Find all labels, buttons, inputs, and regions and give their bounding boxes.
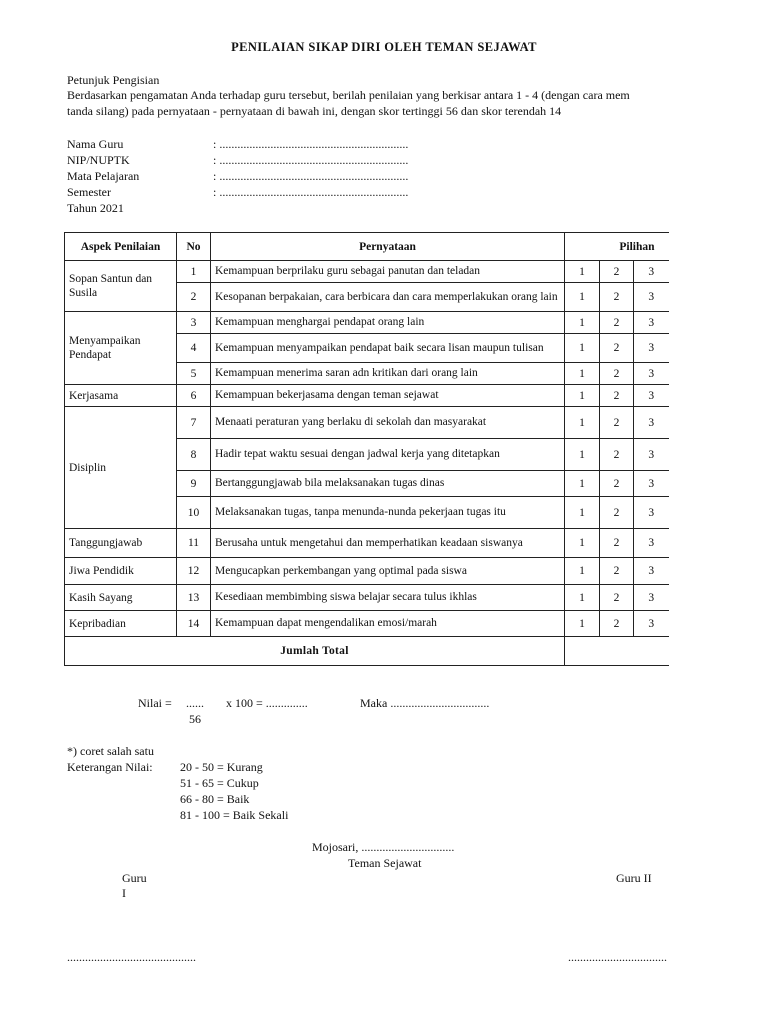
assessment-table [64,232,669,666]
statement-cell: Kemampuan berprilaku guru sebagai panutan dan teladan [211,261,565,283]
option-1-cell[interactable]: 1 [565,529,600,558]
aspek-cell: Kepribadian [65,611,177,637]
guru-1-numeral: I [122,886,126,900]
aspek-cell: Kasih Sayang [65,585,177,611]
option-3-cell[interactable]: 3 [634,363,669,385]
option-1-cell[interactable]: 1 [565,261,600,283]
no-cell: 14 [177,611,211,637]
no-cell: 1 [177,261,211,283]
no-cell: 11 [177,529,211,558]
keterangan-label: Keterangan Nilai: [67,760,153,774]
option-3-cell[interactable]: 3 [634,334,669,363]
total-label: Jumlah Total [65,637,565,666]
signature-line-right[interactable]: ................................. [568,950,667,964]
field-label-nama-guru: Nama Guru [67,137,124,151]
instructions-line-2: tanda silang) pada pernyataan - pernyataan di bawah ini, dengan skor tertinggi 56 dan skor terendah 14 [67,104,562,118]
option-2-cell[interactable]: 2 [600,407,634,439]
statement-cell: Kesediaan membimbing siswa belajar secara tulus ikhlas [211,585,565,611]
option-2-cell[interactable]: 2 [600,558,634,585]
option-1-cell[interactable]: 1 [565,363,600,385]
header-pernyataan: Pernyataan [211,233,565,261]
nilai-label: Nilai = [138,696,172,710]
option-1-cell[interactable]: 1 [565,611,600,637]
table-row [65,529,669,558]
statement-cell: Kemampuan menerima saran adn kritikan dari orang lain [211,363,565,385]
option-1-cell[interactable]: 1 [565,334,600,363]
option-1-cell[interactable]: 1 [565,497,600,529]
option-3-cell[interactable]: 3 [634,611,669,637]
statement-cell: Kemampuan menyampaikan pendapat baik secara lisan maupun tulisan [211,334,565,363]
option-3-cell[interactable]: 3 [634,407,669,439]
option-2-cell[interactable]: 2 [600,312,634,334]
option-1-cell[interactable]: 1 [565,283,600,312]
option-1-cell[interactable]: 1 [565,439,600,471]
option-2-cell[interactable]: 2 [600,334,634,363]
no-cell: 7 [177,407,211,439]
option-3-cell[interactable]: 3 [634,558,669,585]
option-3-cell[interactable]: 3 [634,497,669,529]
table-row [65,312,669,334]
range-cukup: 51 - 65 = Cukup [180,776,259,790]
statement-cell: Menaati peraturan yang berlaku di sekolah dan masyarakat [211,407,565,439]
option-3-cell[interactable]: 3 [634,261,669,283]
page-title: PENILAIAN SIKAP DIRI OLEH TEMAN SEJAWAT [231,40,537,54]
table-row [65,585,669,611]
no-cell: 3 [177,312,211,334]
option-3-cell[interactable]: 3 [634,585,669,611]
statement-cell: Kemampuan menghargai pendapat orang lain [211,312,565,334]
nilai-denominator: 56 [189,712,201,726]
no-cell: 6 [177,385,211,407]
statement-cell: Hadir tepat waktu sesuai dengan jadwal kerja yang ditetapkan [211,439,565,471]
total-row [65,637,669,666]
header-aspek: Aspek Penilaian [65,233,177,261]
aspek-cell: Menyampaikan Pendapat [65,312,177,385]
option-2-cell[interactable]: 2 [600,529,634,558]
statement-cell: Melaksanakan tugas, tanpa menunda-nunda pekerjaan tugas itu [211,497,565,529]
nilai-numerator[interactable]: ...... [186,696,204,710]
header-no: No [177,233,211,261]
field-value-nip[interactable]: : ............................................................... [213,153,409,167]
option-2-cell[interactable]: 2 [600,261,634,283]
option-1-cell[interactable]: 1 [565,471,600,497]
field-label-semester: Semester [67,185,111,199]
aspek-cell: Sopan Santun dan Susila [65,261,177,312]
table-row [65,611,669,637]
aspek-cell: Disiplin [65,407,177,529]
total-value[interactable] [565,637,669,666]
option-2-cell[interactable]: 2 [600,471,634,497]
statement-cell: Kesopanan berpakaian, cara berbicara dan cara memperlakukan orang lain [211,283,565,312]
table-row [65,558,669,585]
table-row [65,407,669,439]
note-coret: *) coret salah satu [67,744,154,758]
statement-cell: Bertanggungjawab bila melaksanakan tugas dinas [211,471,565,497]
option-1-cell[interactable]: 1 [565,585,600,611]
statement-cell: Kemampuan dapat mengendalikan emosi/marah [211,611,565,637]
statement-cell: Kemampuan bekerjasama dengan teman sejawat [211,385,565,407]
option-3-cell[interactable]: 3 [634,471,669,497]
statement-cell: Berusaha untuk mengetahui dan memperhatikan keadaan siswanya [211,529,565,558]
field-label-nip: NIP/NUPTK [67,153,130,167]
option-2-cell[interactable]: 2 [600,611,634,637]
no-cell: 2 [177,283,211,312]
option-3-cell[interactable]: 3 [634,439,669,471]
instructions-line-1: Berdasarkan pengamatan Anda terhadap guru tersebut, berilah penilaian yang berkisar antara 1 - 4 (dengan cara mem [67,88,630,102]
table-header-row [65,233,669,261]
table-body [65,261,669,637]
option-2-cell[interactable]: 2 [600,439,634,471]
aspek-cell: Jiwa Pendidik [65,558,177,585]
guru-2-label: Guru II [616,871,652,885]
option-3-cell[interactable]: 3 [634,312,669,334]
option-3-cell[interactable]: 3 [634,529,669,558]
field-value-nama-guru[interactable]: : ............................................................... [213,137,409,151]
no-cell: 12 [177,558,211,585]
option-2-cell[interactable]: 2 [600,363,634,385]
no-cell: 4 [177,334,211,363]
range-kurang: 20 - 50 = Kurang [180,760,263,774]
no-cell: 10 [177,497,211,529]
range-baik: 66 - 80 = Baik [180,792,250,806]
option-2-cell[interactable]: 2 [600,497,634,529]
place-date[interactable]: Mojosari, ............................... [312,840,455,854]
option-1-cell[interactable]: 1 [565,312,600,334]
no-cell: 9 [177,471,211,497]
range-baik-sekali: 81 - 100 = Baik Sekali [180,808,289,822]
field-label-mata-pelajaran: Mata Pelajaran [67,169,140,183]
guru-1-label: Guru [122,871,147,885]
no-cell: 8 [177,439,211,471]
instructions-heading: Petunjuk Pengisian [67,73,160,87]
signature-line-left[interactable]: ........................................... [67,950,196,964]
field-value-semester[interactable]: : ............................................................... [213,185,409,199]
field-value-mata-pelajaran[interactable]: : ............................................................... [213,169,409,183]
header-pilihan: Pilihan [565,233,669,261]
nilai-multiplier: x 100 = .............. [226,696,308,710]
no-cell: 13 [177,585,211,611]
aspek-cell: Tanggungjawab [65,529,177,558]
option-1-cell[interactable]: 1 [565,385,600,407]
option-1-cell[interactable]: 1 [565,407,600,439]
option-2-cell[interactable]: 2 [600,385,634,407]
field-label-tahun: Tahun 2021 [67,201,124,215]
option-2-cell[interactable]: 2 [600,585,634,611]
option-1-cell[interactable]: 1 [565,558,600,585]
option-3-cell[interactable]: 3 [634,283,669,312]
option-3-cell[interactable]: 3 [634,385,669,407]
teman-sejawat-label: Teman Sejawat [348,856,422,870]
aspek-cell: Kerjasama [65,385,177,407]
table-row [65,261,669,283]
option-2-cell[interactable]: 2 [600,283,634,312]
no-cell: 5 [177,363,211,385]
maka-text[interactable]: Maka ................................. [360,696,490,710]
table-row [65,385,669,407]
statement-cell: Mengucapkan perkembangan yang optimal pada siswa [211,558,565,585]
